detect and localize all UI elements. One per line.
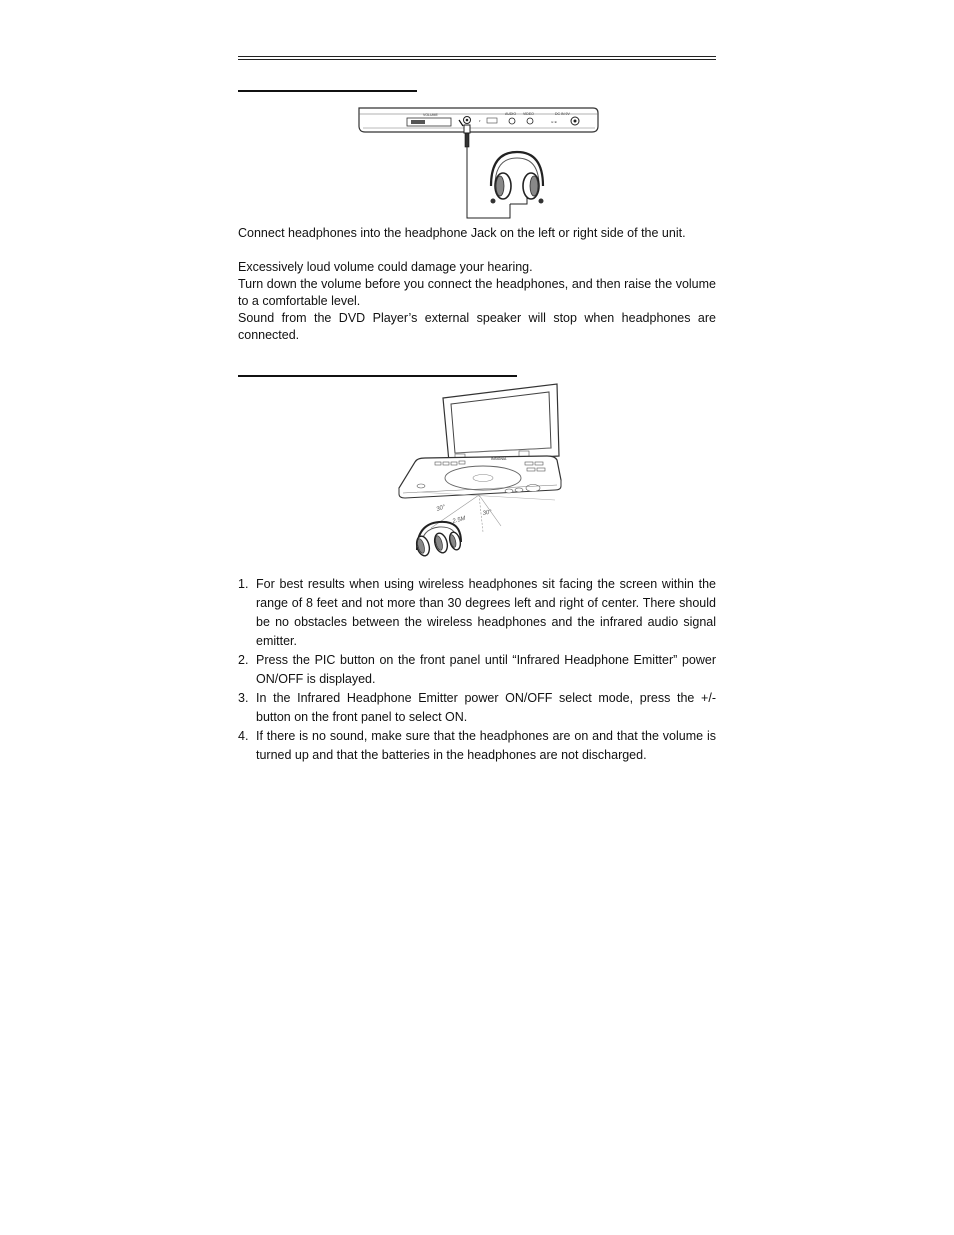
- section1-text: [238, 225, 716, 344]
- list-item: [238, 651, 716, 689]
- step-number: 3.: [238, 691, 249, 705]
- list-item: [238, 727, 716, 765]
- svg-text:⊖ ⊕: ⊖ ⊕: [551, 120, 557, 124]
- video-jack: [527, 118, 533, 124]
- headphones-icon: [491, 152, 544, 204]
- volume-label: VOLUME: [423, 113, 438, 117]
- angle-right-label: 30°: [482, 509, 493, 517]
- warning-line-2: Turn down the volume before you connect the headphones, and then raise the volume to a comfortable level.: [238, 277, 716, 308]
- step-text: For best results when using wireless headphones sit facing the screen within the range of 8 feet and not more than 30 degrees left and right of center. There should be no obstacles between the wireless headphones and the infrared audio signal emitter.: [256, 577, 716, 648]
- step-text: If there is no sound, make sure that the headphones are on and that the volume is turned up and that the batteries in the headphones are not discharged.: [256, 729, 716, 762]
- angle-left-label: 30°: [435, 504, 447, 513]
- headphone-plug: [464, 125, 470, 133]
- section1-intro: Connect headphones into the headphone Jack on the left or right side of the unit.: [238, 226, 686, 240]
- step-number: 1.: [238, 577, 249, 591]
- distance-label: 2.5M: [451, 515, 467, 525]
- dc-in-label: DC IN 9V: [555, 112, 570, 116]
- warning-line-1: Excessively loud volume could damage your hearing.: [238, 260, 533, 274]
- wireless-steps-list: [238, 575, 716, 765]
- list-item: [238, 575, 716, 651]
- wireless-headphones-icon: [415, 522, 463, 557]
- step-number: 2.: [238, 653, 249, 667]
- list-item: [238, 689, 716, 727]
- wireless-headphone-figure: [395, 380, 565, 562]
- step-text: Press the PIC button on the front panel until “Infrared Headphone Emitter” power ON/OFF is displayed.: [256, 653, 716, 686]
- section1-heading-rule: [238, 90, 417, 92]
- video-label: VIDEO: [523, 112, 534, 116]
- step-number: 4.: [238, 729, 249, 743]
- section2-heading-rule: [238, 375, 517, 377]
- headphone-jack-figure: [355, 100, 600, 222]
- audio-jack: [509, 118, 515, 124]
- brand-label: INSIGNIA: [491, 457, 507, 461]
- audio-label: AUDIO: [505, 112, 517, 116]
- step-text: In the Infrared Headphone Emitter power ON/OFF select mode, press the +/- button on the front panel to select ON.: [256, 691, 716, 724]
- header-double-rule: [238, 56, 716, 60]
- svg-text:◐: ◐: [479, 119, 482, 123]
- warning-line-3: Sound from the DVD Player’s external speaker will stop when headphones are connected.: [238, 311, 716, 342]
